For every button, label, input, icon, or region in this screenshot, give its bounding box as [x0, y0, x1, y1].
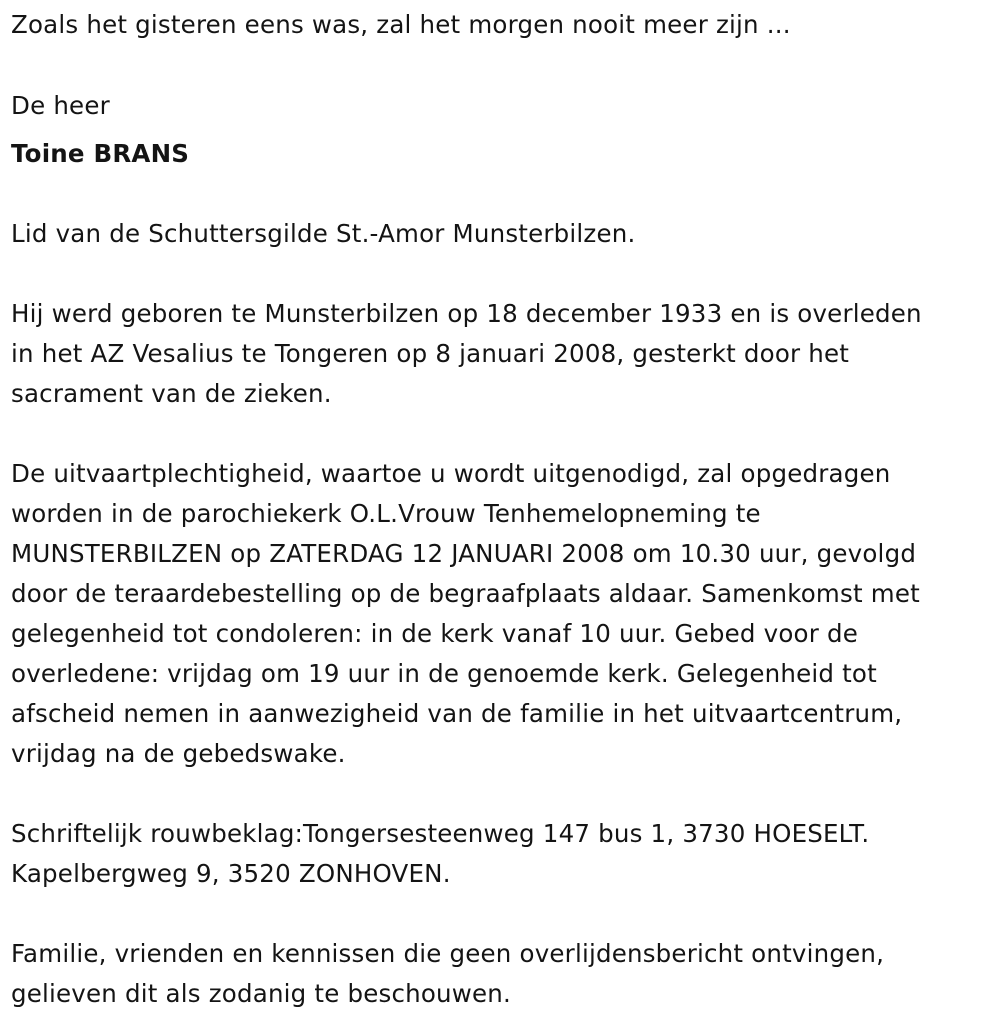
paragraph-line: De uitvaartplechtigheid, waartoe u wordt uitgenodigd, zal opgedragen [11, 459, 891, 488]
deceased-name: Toine BRANS [11, 139, 190, 168]
paragraph-line: worden in de parochiekerk O.L.Vrouw Tenhemelopneming te [11, 499, 761, 528]
paragraph-line: Hij werd geboren te Munsterbilzen op 18 december 1933 en is overleden [11, 299, 922, 328]
paragraph-line: Familie, vrienden en kennissen die geen overlijdensbericht ontvingen, [11, 939, 885, 968]
title-prefix: De heer [11, 91, 110, 120]
intro-quote: Zoals het gisteren eens was, zal het morgen nooit meer zijn ... [11, 10, 791, 39]
paragraph-line: gelegenheid tot condoleren: in de kerk vanaf 10 uur. Gebed voor de [11, 619, 859, 648]
paragraph-line: gelieven dit als zodanig te beschouwen. [11, 979, 512, 1008]
paragraph-line: in het AZ Vesalius te Tongeren op 8 januari 2008, gesterkt door het [11, 339, 850, 368]
paragraph-line: overledene: vrijdag om 19 uur in de genoemde kerk. Gelegenheid tot [11, 659, 877, 688]
paragraph-line: afscheid nemen in aanwezigheid van de familie in het uitvaartcentrum, [11, 699, 903, 728]
paragraph-line: door de teraardebestelling op de begraafplaats aldaar. Samenkomst met [11, 579, 920, 608]
paragraph-line: Kapelbergweg 9, 3520 ZONHOVEN. [11, 859, 451, 888]
paragraph-line: MUNSTERBILZEN op ZATERDAG 12 JANUARI 2008 om 10.30 uur, gevolgd [11, 539, 917, 568]
paragraph-line: Schriftelijk rouwbeklag:Tongersesteenweg 147 bus 1, 3730 HOESELT. [11, 819, 870, 848]
membership-line: Lid van de Schuttersgilde St.-Amor Munsterbilzen. [11, 219, 636, 248]
paragraph-line: vrijdag na de gebedswake. [11, 739, 346, 768]
paragraph-line: sacrament van de zieken. [11, 379, 332, 408]
